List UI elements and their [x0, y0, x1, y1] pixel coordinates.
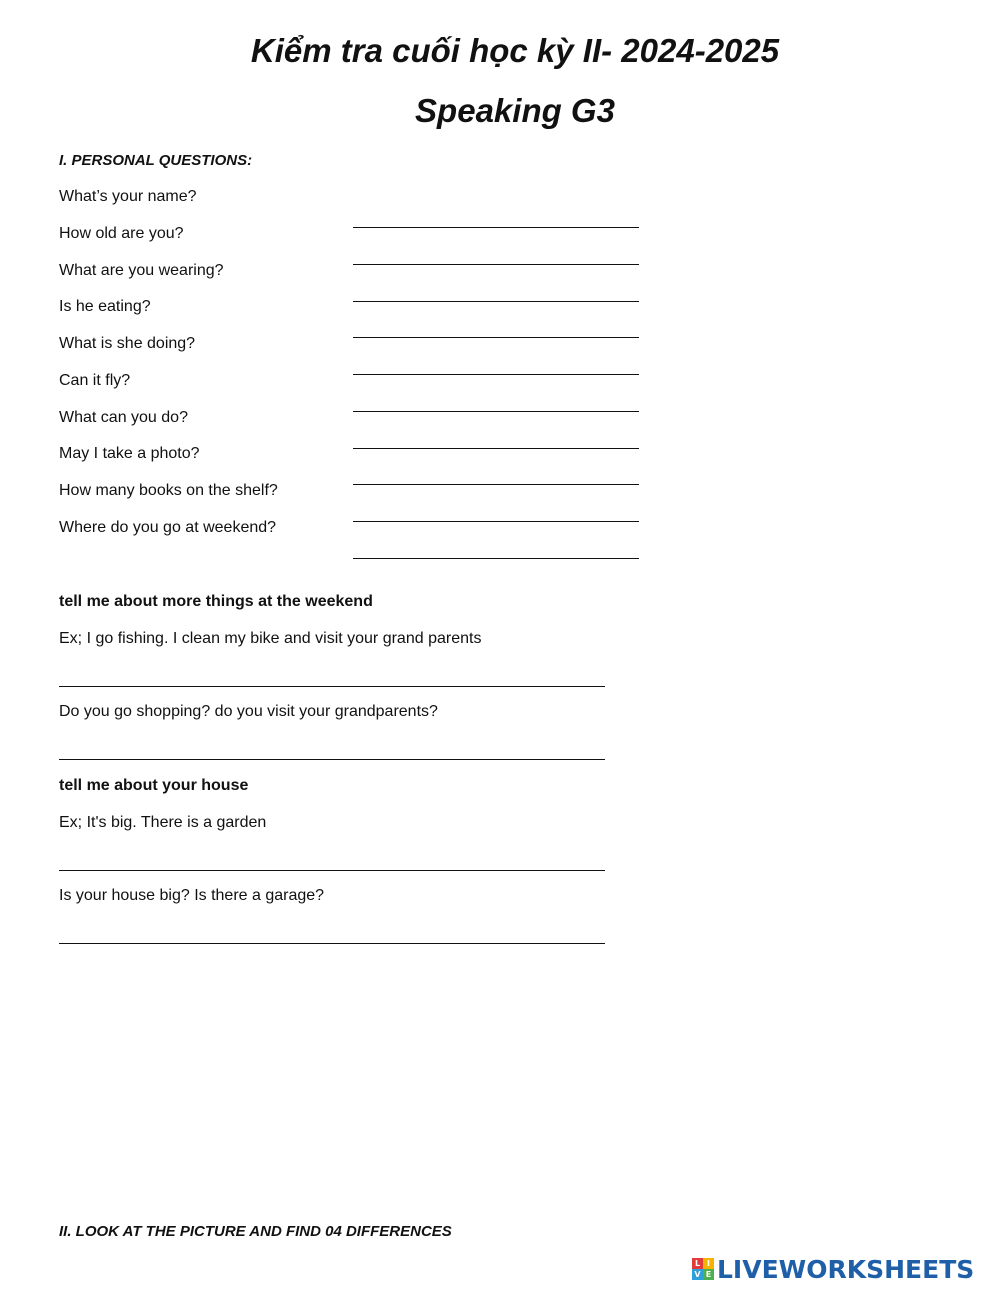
question-row — [59, 262, 659, 284]
section-heading-personal-questions: I. PERSONAL QUESTIONS: — [59, 152, 253, 169]
house-prompt: Is your house big? Is there a garage? — [59, 887, 325, 904]
question-row — [59, 225, 659, 247]
question-row — [59, 298, 659, 320]
question-row — [59, 188, 659, 210]
question-text: How old are you? — [59, 225, 184, 242]
question-text: What are you wearing? — [59, 262, 224, 279]
logo-letter: I — [703, 1258, 714, 1269]
house-example: Ex; It's big. There is a garden — [59, 814, 267, 831]
question-row — [59, 372, 659, 394]
question-row — [59, 519, 659, 541]
weekend-answer-field[interactable] — [59, 664, 605, 687]
page-title: Kiểm tra cuối học kỳ II- 2024-2025 — [250, 32, 780, 69]
page-subtitle: Speaking G3 — [415, 92, 615, 129]
question-text: What is she doing? — [59, 335, 196, 352]
question-text: May I take a photo? — [59, 445, 200, 462]
brand-name: LIVEWORKSHEETS — [717, 1254, 975, 1284]
answer-field[interactable] — [353, 536, 639, 559]
question-row — [59, 409, 659, 431]
weekend-heading: tell me about more things at the weekend — [59, 593, 373, 610]
question-text: Where do you go at weekend? — [59, 519, 277, 536]
house-answer-field-2[interactable] — [59, 921, 605, 944]
weekend-prompt: Do you go shopping? do you visit your grandparents? — [59, 703, 438, 720]
question-row — [59, 445, 659, 467]
question-text: What’s your name? — [59, 188, 197, 205]
question-text: Can it fly? — [59, 372, 131, 389]
logo-letter: V — [692, 1269, 703, 1280]
question-row — [59, 482, 659, 504]
question-row — [59, 335, 659, 357]
weekend-answer-field-2[interactable] — [59, 737, 605, 760]
logo-letter: L — [692, 1258, 703, 1269]
logo-letter: E — [703, 1269, 714, 1280]
liveworksheets-logo-icon — [692, 1258, 714, 1280]
question-text: Is he eating? — [59, 298, 151, 315]
question-text: What can you do? — [59, 409, 188, 426]
section-heading-differences: II. LOOK AT THE PICTURE AND FIND 04 DIFFERENCES — [59, 1223, 452, 1240]
weekend-example: Ex; I go fishing. I clean my bike and visit your grand parents — [59, 630, 482, 647]
liveworksheets-brand — [692, 1255, 974, 1283]
question-text: How many books on the shelf? — [59, 482, 278, 499]
house-answer-field[interactable] — [59, 848, 605, 871]
house-heading: tell me about your house — [59, 777, 249, 794]
